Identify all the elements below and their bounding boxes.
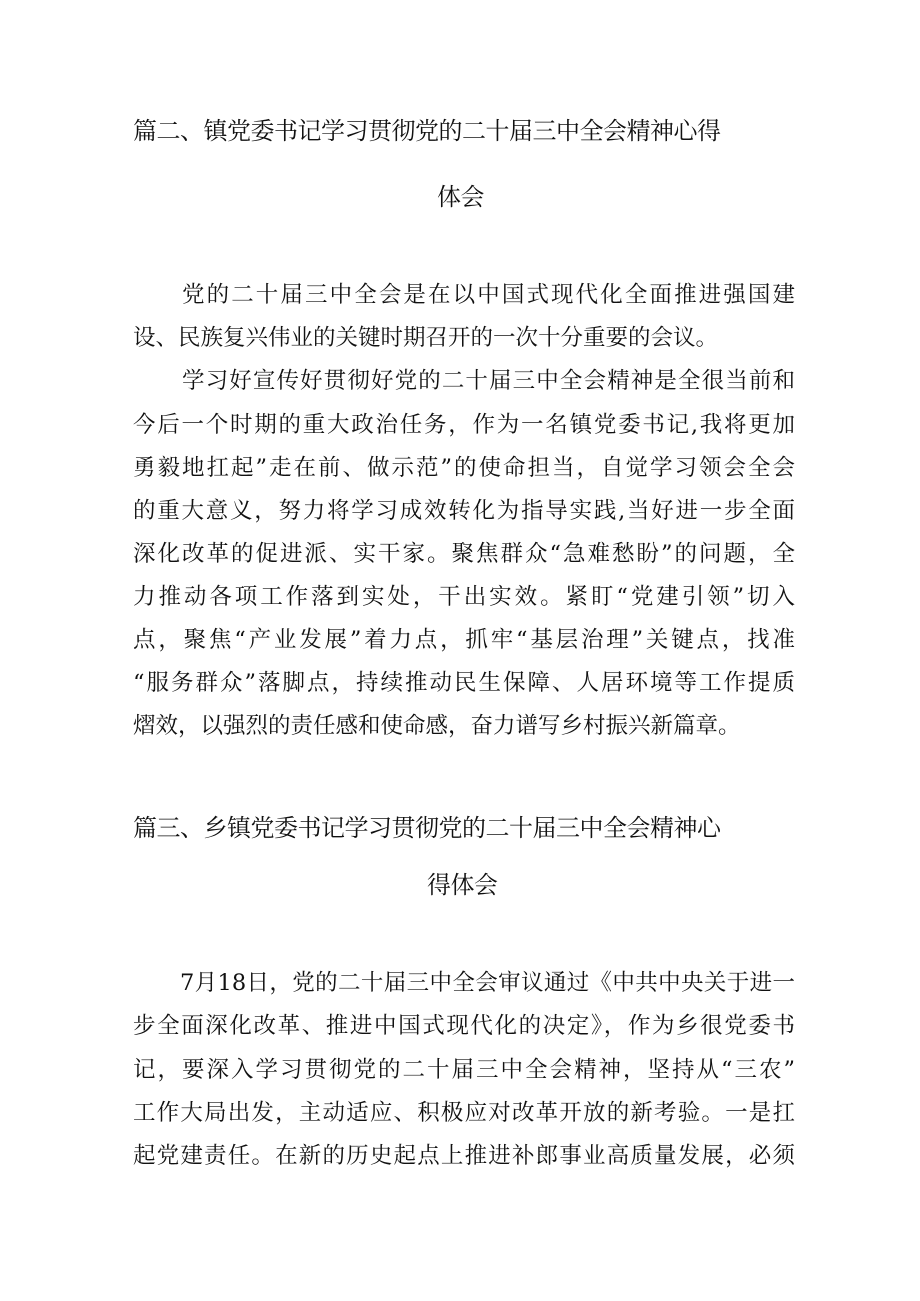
section-2-para-2-line: 力推动各项工作落到实处，干出实效。紧盯“党建引领”切入 (133, 584, 795, 610)
section-2-para-1-line: 设、民族复兴伟业的关键时期召开的一次十分重要的会议。 (133, 325, 719, 351)
section-3-para-1-line: 记，要深入学习贯彻党的二十届三中全会精神，坚持从“三农” (133, 1057, 795, 1083)
section-3-title-line-2: 得体会 (427, 871, 498, 899)
section-2-para-2-line: 熠效，以强烈的责任感和使命感，奋力谱写乡村振兴新篇章。 (133, 713, 741, 739)
section-2-para-2-line: 深化改革的促进派、实干家。聚焦群众“急难愁盼”的问题，全 (133, 541, 795, 567)
section-2-para-2-line: 勇毅地扛起”走在前、做示范”的使命担当，自觉学习领会全会 (133, 455, 795, 481)
section-2-para-2-line: 的重大意义，努力将学习成效转化为指导实践,当好进一步全面 (133, 498, 795, 524)
section-3-para-1-line: 步全面深化改革、推进中国式现代化的决定》，作为乡很党委书 (133, 1013, 795, 1039)
section-3-title-line-1: 篇三、乡镇党委书记学习贯彻党的二十届三中全会精神心 (133, 814, 721, 842)
section-2-title-line-2: 体会 (437, 183, 484, 211)
section-2-para-2-line: 今后一个时期的重大政治任务，作为一名镇党委书记,我将更加 (133, 412, 795, 438)
section-2-para-2-line: “服务群众”落脚点，持续推动民生保障、人居环境等工作提质 (133, 670, 795, 696)
section-2-title-line-1: 篇二、镇党委书记学习贯彻党的二十届三中全会精神心得 (133, 117, 721, 145)
section-3-para-1-line: 工作大局出发，主动适应、积极应对改革开放的新考验。一是扛 (133, 1100, 795, 1126)
section-3-para-1-line: 起党建责任。在新的历史起点上推进补郎事业高质量发展，必须 (133, 1143, 795, 1169)
section-2-para-2-line: 学习好宣传好贯彻好党的二十届三中全会精神是全很当前和 (182, 368, 795, 394)
section-2-para-2-line: 点，聚焦“产业发展”着力点，抓牢“基层治理”关键点，找准 (133, 627, 795, 653)
section-3-para-1-line: 7月18日，党的二十届三中全会审议通过《中共中央关于进一 (180, 970, 795, 996)
section-2-para-1-line: 党的二十届三中全会是在以中国式现代化全面推进强国建 (182, 282, 795, 308)
